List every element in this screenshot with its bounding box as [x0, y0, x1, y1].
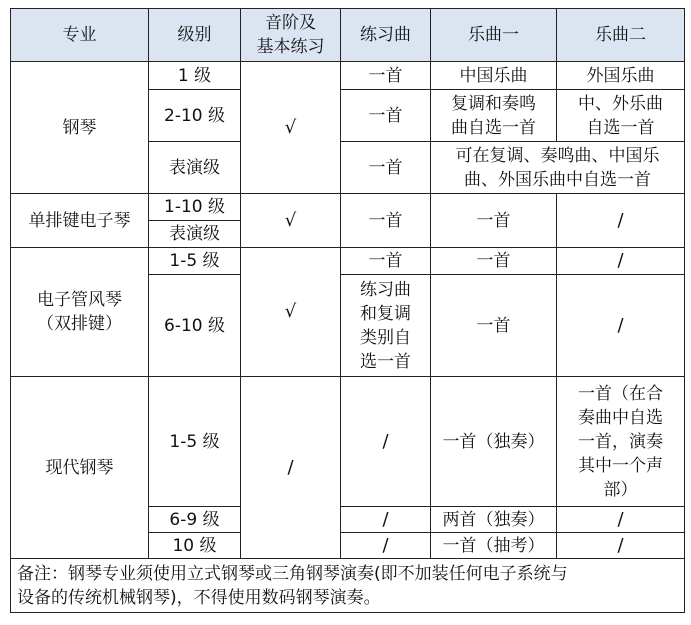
piece2-slash: / [557, 275, 685, 377]
level-cell: 6-10 级 [149, 275, 241, 377]
header-level: 级别 [149, 9, 241, 62]
piece2-slash: / [557, 507, 685, 533]
scales-check: √ [241, 62, 341, 194]
piece1-cell: 复调和奏鸣 曲自选一首 [431, 90, 557, 142]
piece2-slash: / [557, 194, 685, 248]
etude-slash: / [341, 507, 431, 533]
etude-cell: 一首 [341, 248, 431, 275]
etude-cell: 一首 [341, 194, 431, 248]
piece-merged-cell: 可在复调、奏鸣曲、中国乐 曲、外国乐曲中自选一首 [431, 142, 685, 194]
level-cell: 10 级 [149, 533, 241, 559]
piece2-cell: 一首（在合 奏曲中自选 一首，演奏 其中一个声 部） [557, 377, 685, 507]
level-cell: 1-5 级 [149, 248, 241, 275]
piece1-cell: 一首 [431, 248, 557, 275]
scales-check: √ [241, 248, 341, 377]
piece2-cell: 外国乐曲 [557, 62, 685, 90]
exam-requirements [10, 8, 684, 613]
level-cell: 6-9 级 [149, 507, 241, 533]
header-major: 专业 [11, 9, 149, 62]
requirements-table [10, 8, 685, 613]
table-row [11, 62, 685, 90]
major-piano: 钢琴 [11, 62, 149, 194]
table-row [11, 377, 685, 507]
piece2-slash: / [557, 248, 685, 275]
level-cell: 2-10 级 [149, 90, 241, 142]
etude-slash: / [341, 533, 431, 559]
note-text: 备注：钢琴专业须使用立式钢琴或三角钢琴演奏(即不加装任何电子系统与 设备的传统机械钢琴)，不得使用数码钢琴演奏。 [11, 559, 685, 613]
etude-cell: 一首 [341, 90, 431, 142]
major-modern-piano: 现代钢琴 [11, 377, 149, 559]
piece1-cell: 一首 [431, 275, 557, 377]
major-keyboard: 单排键电子琴 [11, 194, 149, 248]
scales-slash: / [241, 377, 341, 559]
header-piece1: 乐曲一 [431, 9, 557, 62]
table-row [11, 194, 685, 221]
level-cell: 1-5 级 [149, 377, 241, 507]
header-row [11, 9, 685, 62]
piece1-cell: 一首（抽考） [431, 533, 557, 559]
piece1-cell: 一首（独奏） [431, 377, 557, 507]
major-organ: 电子管风琴 （双排键） [11, 248, 149, 377]
header-scales: 音阶及 基本练习 [241, 9, 341, 62]
etude-slash: / [341, 377, 431, 507]
piece1-cell: 两首（独奏） [431, 507, 557, 533]
header-etude: 练习曲 [341, 9, 431, 62]
level-cell: 表演级 [149, 142, 241, 194]
etude-cell: 练习曲 和复调 类别自 选一首 [341, 275, 431, 377]
table-row [11, 248, 685, 275]
level-cell: 表演级 [149, 221, 241, 248]
scales-check: √ [241, 194, 341, 248]
piece1-cell: 中国乐曲 [431, 62, 557, 90]
piece2-slash: / [557, 533, 685, 559]
piece1-cell: 一首 [431, 194, 557, 248]
header-piece2: 乐曲二 [557, 9, 685, 62]
etude-cell: 一首 [341, 62, 431, 90]
level-cell: 1 级 [149, 62, 241, 90]
note-row [11, 559, 685, 613]
piece2-cell: 中、外乐曲 自选一首 [557, 90, 685, 142]
etude-cell: 一首 [341, 142, 431, 194]
level-cell: 1-10 级 [149, 194, 241, 221]
